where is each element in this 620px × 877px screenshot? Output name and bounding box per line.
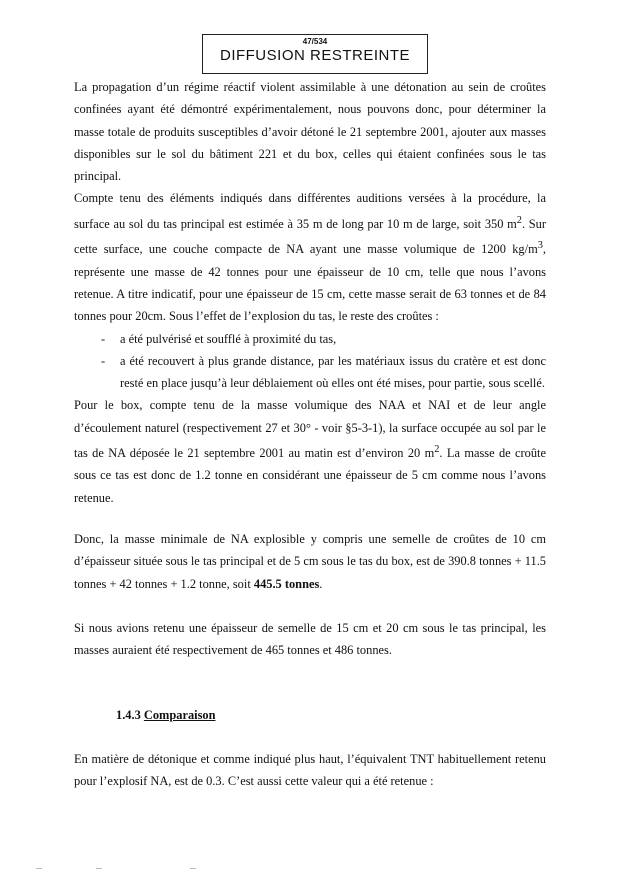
list-item: - a été recouvert à plus grande distance, par les matériaux issus du cratère et est donc resté en place jusqu’à leur déblaiement où elles ont été mises, pour partie, sous scellé. xyxy=(74,350,546,395)
stamp-text: DIFFUSION RESTREINTE xyxy=(219,47,410,64)
restricted-stamp xyxy=(202,34,428,74)
superscript: 2 xyxy=(434,444,440,455)
superscript: 2 xyxy=(516,214,522,226)
paragraph-alternative-thickness: Si nous avions retenu une épaisseur de semelle de 15 cm et 20 cm sous le tas principal, les masses auraient été respectivement de 465 tonnes et 486 tonnes. xyxy=(74,620,546,658)
list-item: - a été pulvérisé et soufflé à proximité du tas, xyxy=(74,328,546,350)
crust-fate-list xyxy=(74,328,546,395)
section-heading xyxy=(74,704,546,726)
section-title: Comparaison xyxy=(143,707,216,722)
total-mass: 445.5 tonnes xyxy=(253,576,320,591)
paragraph-main-pile: Compte tenu des éléments indiqués dans différentes auditions versées à la procédure, la surface au sol du tas principal est estimée à 35 m de long par 10 m de large, soit 350 $m^2$. Sur cette surface, une couche compacte de NA ayant une masse volumique de 1200 $kg/m^3$, représente une masse de 42 tonnes pour une épaisseur de 10 cm, telle que nous l’avons retenue. A titre indicatif, pour une épaisseur de 15 cm, cette masse serait de 63 tonnes et de 84 tonnes pour 20cm. Sous l’effet de l’explosion du tas, le reste des croûtes : xyxy=(74,191,546,324)
document-body xyxy=(74,76,546,792)
page-number: 47/534 xyxy=(302,37,328,46)
paragraph-tnt-equivalent: En matière de détonique et comme indiqué plus haut, l’équivalent TNT habituellement retenu pour l’explosif NA, est de 0.3. C’est aussi cette valeur qui a été retenue : xyxy=(74,751,546,789)
section-number: 1.4.3 xyxy=(116,707,144,722)
paragraph-minimum-mass: Donc, la masse minimale de NA explosible y compris une semelle de croûtes de 10 cm d’épaisseur située sous le tas principal et de 5 cm sous le tas du box, est de 390.8 tonnes + 11.5 tonnes + 42 tonnes + 1.2 tonne, soit 445.5 tonnes. xyxy=(74,532,546,591)
superscript: 3 xyxy=(537,240,543,252)
scan-marks xyxy=(0,868,620,874)
paragraph-propagation: La propagation d’un régime réactif violent assimilable à une détonation au sein de croûtes confinées ayant été démontré expérimentalement, nous pouvons donc, pour déterminer la masse totale de produits susceptibles d’avoir détoné le 21 septembre 2001, ajouter aux masses disponibles sur le sol du bâtiment 221 et du box, celles qui étaient confinées sous le tas principal. xyxy=(74,80,546,184)
paragraph-box: Pour le box, compte tenu de la masse volumique des NAA et NAI et de leur angle d’écoulement naturel (respectivement 27 et 30° - voir §5-3-1), la surface occupée au sol par le tas de NA déposée le 21 septembre 2001 au matin est d’environ 20 $m^2$. La masse de croûte sous ce tas est donc de 1.2 tonne en considérant une épaisseur de 5 cm comme nous l’avons retenue. xyxy=(74,398,546,505)
